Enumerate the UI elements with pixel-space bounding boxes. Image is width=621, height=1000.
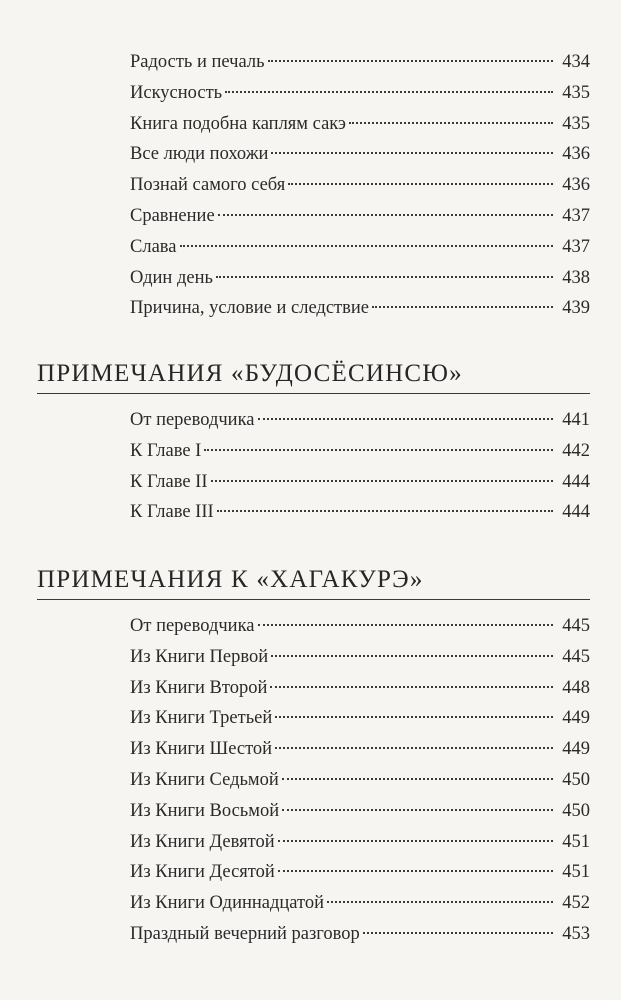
toc-entry-title: Все люди похожи — [130, 144, 269, 165]
toc-entry[interactable] — [130, 642, 590, 673]
dot-leader — [372, 306, 553, 308]
dot-leader — [211, 480, 554, 482]
toc-entry[interactable] — [130, 827, 590, 858]
toc-list-hagakure-notes — [130, 611, 590, 950]
toc-entry-title: К Главе II — [130, 471, 208, 492]
toc-entry[interactable] — [130, 611, 590, 642]
toc-list-budoshoshinshu-notes — [130, 405, 590, 528]
toc-entry[interactable] — [130, 888, 590, 919]
toc-entry-title: От переводчика — [130, 616, 255, 636]
dot-leader — [225, 91, 553, 93]
toc-entry-title: Радость и печаль — [130, 52, 265, 72]
dot-leader — [258, 418, 553, 420]
toc-entry-page-number: 450 — [562, 769, 590, 790]
dot-leader — [218, 214, 553, 216]
toc-entry-title: К Главе III — [130, 502, 214, 523]
toc-entry[interactable] — [130, 765, 590, 796]
toc-entry-page-number: 444 — [562, 502, 590, 523]
toc-entry[interactable] — [130, 232, 590, 263]
toc-entry[interactable] — [130, 405, 590, 436]
dot-leader — [271, 152, 553, 154]
dot-leader — [270, 686, 553, 688]
toc-entry-page-number: 451 — [562, 831, 590, 852]
toc-entry-page-number: 442 — [562, 440, 590, 461]
toc-entry[interactable] — [130, 734, 590, 765]
toc-entry[interactable] — [130, 109, 590, 140]
toc-entry-title: Один день — [130, 267, 213, 288]
dot-leader — [217, 510, 553, 512]
toc-entry[interactable] — [130, 436, 590, 467]
toc-entry-page-number: 439 — [562, 298, 590, 319]
section-heading-hagakure-notes: ПРИМЕЧАНИЯ К «ХАГАКУРЭ» — [37, 563, 590, 600]
toc-entry[interactable] — [130, 857, 590, 888]
dot-leader — [275, 716, 553, 718]
toc-entry-title: Сравнение — [130, 205, 215, 226]
toc-entry-title: Книга подобна каплям сакэ — [130, 113, 346, 134]
toc-entry-title: Из Книги Шестой — [130, 739, 273, 760]
toc-entry-page-number: 449 — [562, 739, 590, 760]
toc-entry-title: Слава — [130, 236, 177, 257]
dot-leader — [204, 449, 553, 451]
toc-entry-title: Из Книги Восьмой — [130, 800, 280, 821]
toc-entry-title: Из Книги Девятой — [130, 831, 275, 852]
toc-entry-page-number: 436 — [562, 144, 590, 165]
toc-entry-page-number: 448 — [562, 677, 590, 698]
toc-entry-page-number: 445 — [562, 646, 590, 667]
toc-entry-page-number: 445 — [562, 616, 590, 636]
dot-leader — [216, 276, 553, 278]
toc-entry-page-number: 444 — [562, 471, 590, 492]
toc-entry-page-number: 437 — [562, 236, 590, 257]
toc-entry-title: Из Книги Одиннадцатой — [130, 893, 325, 914]
toc-entry-page-number: 435 — [562, 82, 590, 103]
dot-leader — [271, 655, 553, 657]
toc-entry-title: Из Книги Второй — [130, 677, 268, 698]
toc-entry[interactable] — [130, 47, 590, 78]
dot-leader — [180, 245, 554, 247]
toc-entry-title: Из Книги Первой — [130, 646, 269, 667]
dot-leader — [278, 870, 553, 872]
toc-entry-title: Из Книги Седьмой — [130, 769, 279, 790]
dot-leader — [327, 901, 553, 903]
toc-entry-page-number: 441 — [562, 410, 590, 430]
toc-entry-title: Из Книги Третьей — [130, 708, 273, 729]
toc-entry-page-number: 436 — [562, 175, 590, 196]
dot-leader — [282, 809, 553, 811]
toc-entry-page-number: 453 — [562, 923, 590, 944]
toc-entry-title: Из Книги Десятой — [130, 862, 275, 883]
toc-entry[interactable] — [130, 139, 590, 170]
toc-entry[interactable] — [130, 170, 590, 201]
dot-leader — [363, 932, 553, 934]
toc-entry-title: Причина, условие и следствие — [130, 298, 369, 319]
toc-entry[interactable] — [130, 673, 590, 704]
toc-entry[interactable] — [130, 201, 590, 232]
toc-entry-page-number: 452 — [562, 893, 590, 914]
toc-list-continued — [130, 47, 590, 324]
toc-entry-page-number: 449 — [562, 708, 590, 729]
toc-entry-title: От переводчика — [130, 410, 255, 430]
toc-entry-title: К Главе I — [130, 440, 202, 461]
toc-entry[interactable] — [130, 293, 590, 324]
toc-entry[interactable] — [130, 263, 590, 294]
toc-entry[interactable] — [130, 497, 590, 528]
section-heading-budoshoshinshu-notes: ПРИМЕЧАНИЯ «БУДОСЁСИНСЮ» — [37, 357, 590, 394]
toc-entry-page-number: 434 — [562, 52, 590, 72]
dot-leader — [288, 183, 553, 185]
dot-leader — [258, 624, 553, 626]
dot-leader — [275, 747, 553, 749]
toc-entry-title: Познай самого себя — [130, 175, 286, 196]
toc-entry-page-number: 438 — [562, 267, 590, 288]
toc-entry[interactable] — [130, 467, 590, 498]
toc-entry-title: Искусность — [130, 82, 223, 103]
dot-leader — [278, 840, 553, 842]
toc-entry-page-number: 435 — [562, 113, 590, 134]
toc-entry[interactable] — [130, 78, 590, 109]
dot-leader — [349, 122, 553, 124]
toc-entry-page-number: 451 — [562, 862, 590, 883]
toc-entry-page-number: 450 — [562, 800, 590, 821]
toc-entry-title: Праздный вечерний разговор — [130, 923, 360, 944]
dot-leader — [268, 60, 553, 62]
toc-entry-page-number: 437 — [562, 205, 590, 226]
toc-entry[interactable] — [130, 703, 590, 734]
dot-leader — [282, 778, 553, 780]
toc-entry[interactable] — [130, 919, 590, 950]
toc-entry[interactable] — [130, 796, 590, 827]
